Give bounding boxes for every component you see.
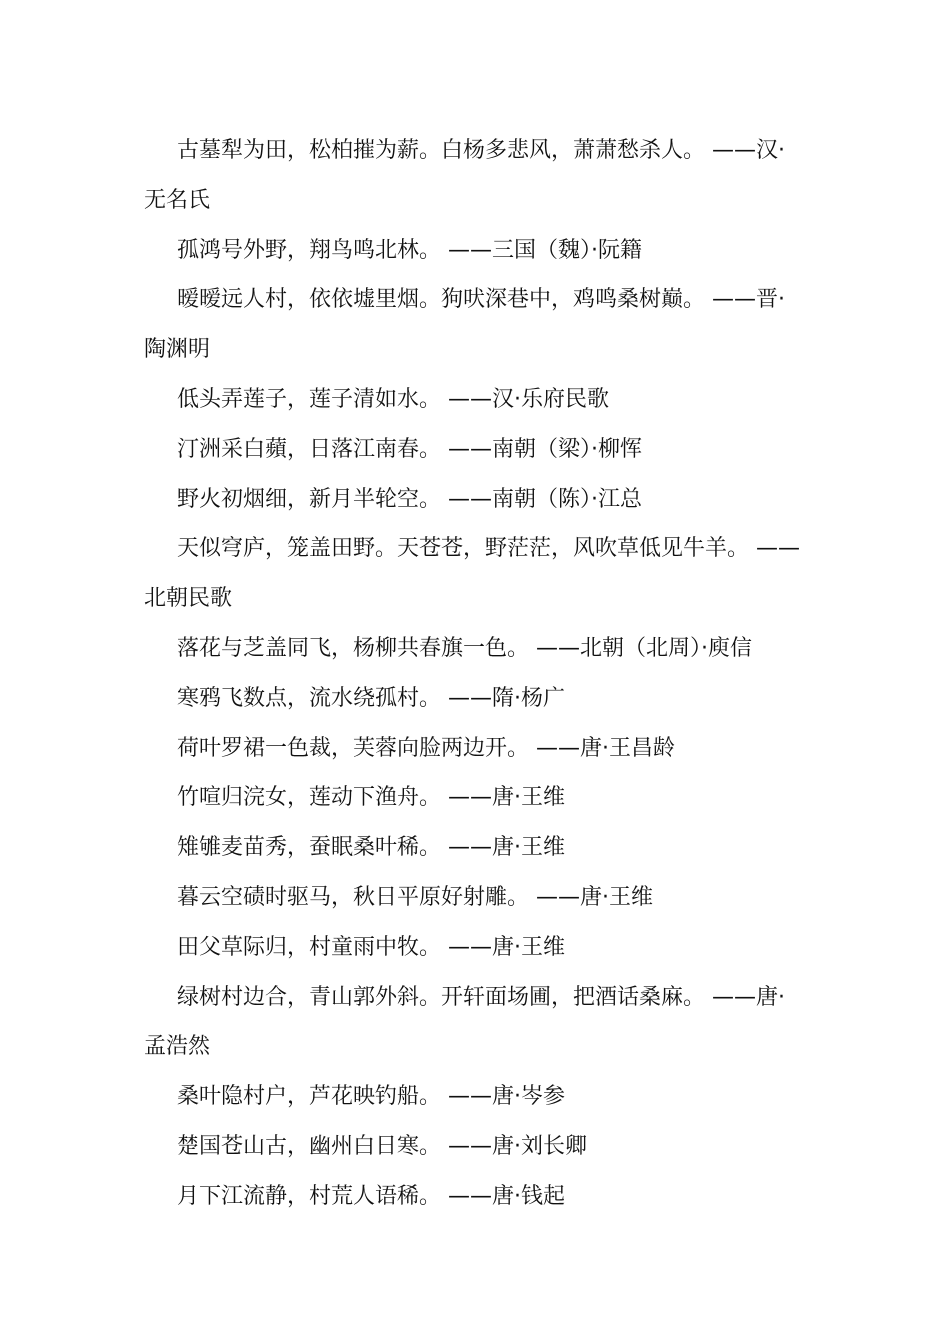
poem-quote: 寒鸦飞数点，流水绕孤村。 ——隋·杨广 bbox=[177, 685, 565, 711]
poem-quote: 天似穹庐，笼盖田野。天苍苍，野茫茫，风吹草低见牛羊。 ——北朝民歌 bbox=[144, 536, 800, 612]
poem-quote: 暧暧远人村，依依墟里烟。狗吠深巷中，鸡鸣桑树巅。 ——晋·陶渊明 bbox=[144, 287, 785, 363]
poem-quote: 汀洲采白蘋，日落江南春。 ——南朝（梁）·柳恽 bbox=[177, 436, 642, 462]
poem-quote: 荷叶罗裙一色裁，芙蓉向脸两边开。 ——唐·王昌龄 bbox=[177, 735, 675, 761]
poem-quote: 落花与芝盖同飞，杨柳共春旗一色。 ——北朝（北周）·庾信 bbox=[177, 635, 752, 661]
poem-quote: 孤鸿号外野，翔鸟鸣北林。 ——三国（魏）·阮籍 bbox=[177, 237, 642, 263]
poem-quote: 楚国苍山古，幽州白日寒。 ——唐·刘长卿 bbox=[177, 1133, 587, 1159]
poem-quote: 桑叶隐村户，芦花映钓船。 ——唐·岑参 bbox=[177, 1084, 565, 1110]
poem-quote: 竹喧归浣女，莲动下渔舟。 ——唐·王维 bbox=[177, 785, 565, 811]
poem-quote: 田父草际归，村童雨中牧。 ——唐·王维 bbox=[177, 934, 565, 960]
poem-quote: 低头弄莲子，莲子清如水。 ——汉·乐府民歌 bbox=[177, 386, 609, 412]
poem-quote: 绿树村边合，青山郭外斜。开轩面场圃，把酒话桑麻。 ——唐·孟浩然 bbox=[144, 984, 785, 1060]
poem-quote: 月下江流静，村荒人语稀。 ——唐·钱起 bbox=[177, 1183, 565, 1209]
poem-quote: 野火初烟细，新月半轮空。 ——南朝（陈）·江总 bbox=[177, 486, 642, 512]
poem-quote: 雉雊麦苗秀，蚕眠桑叶稀。 ——唐·王维 bbox=[177, 835, 565, 861]
poem-quote: 暮云空碛时驱马，秋日平原好射雕。 ——唐·王维 bbox=[177, 884, 653, 910]
poem-quote-list bbox=[144, 126, 800, 1222]
poem-quote: 古墓犁为田，松柏摧为薪。白杨多悲风，萧萧愁杀人。 ——汉·无名氏 bbox=[144, 138, 785, 213]
